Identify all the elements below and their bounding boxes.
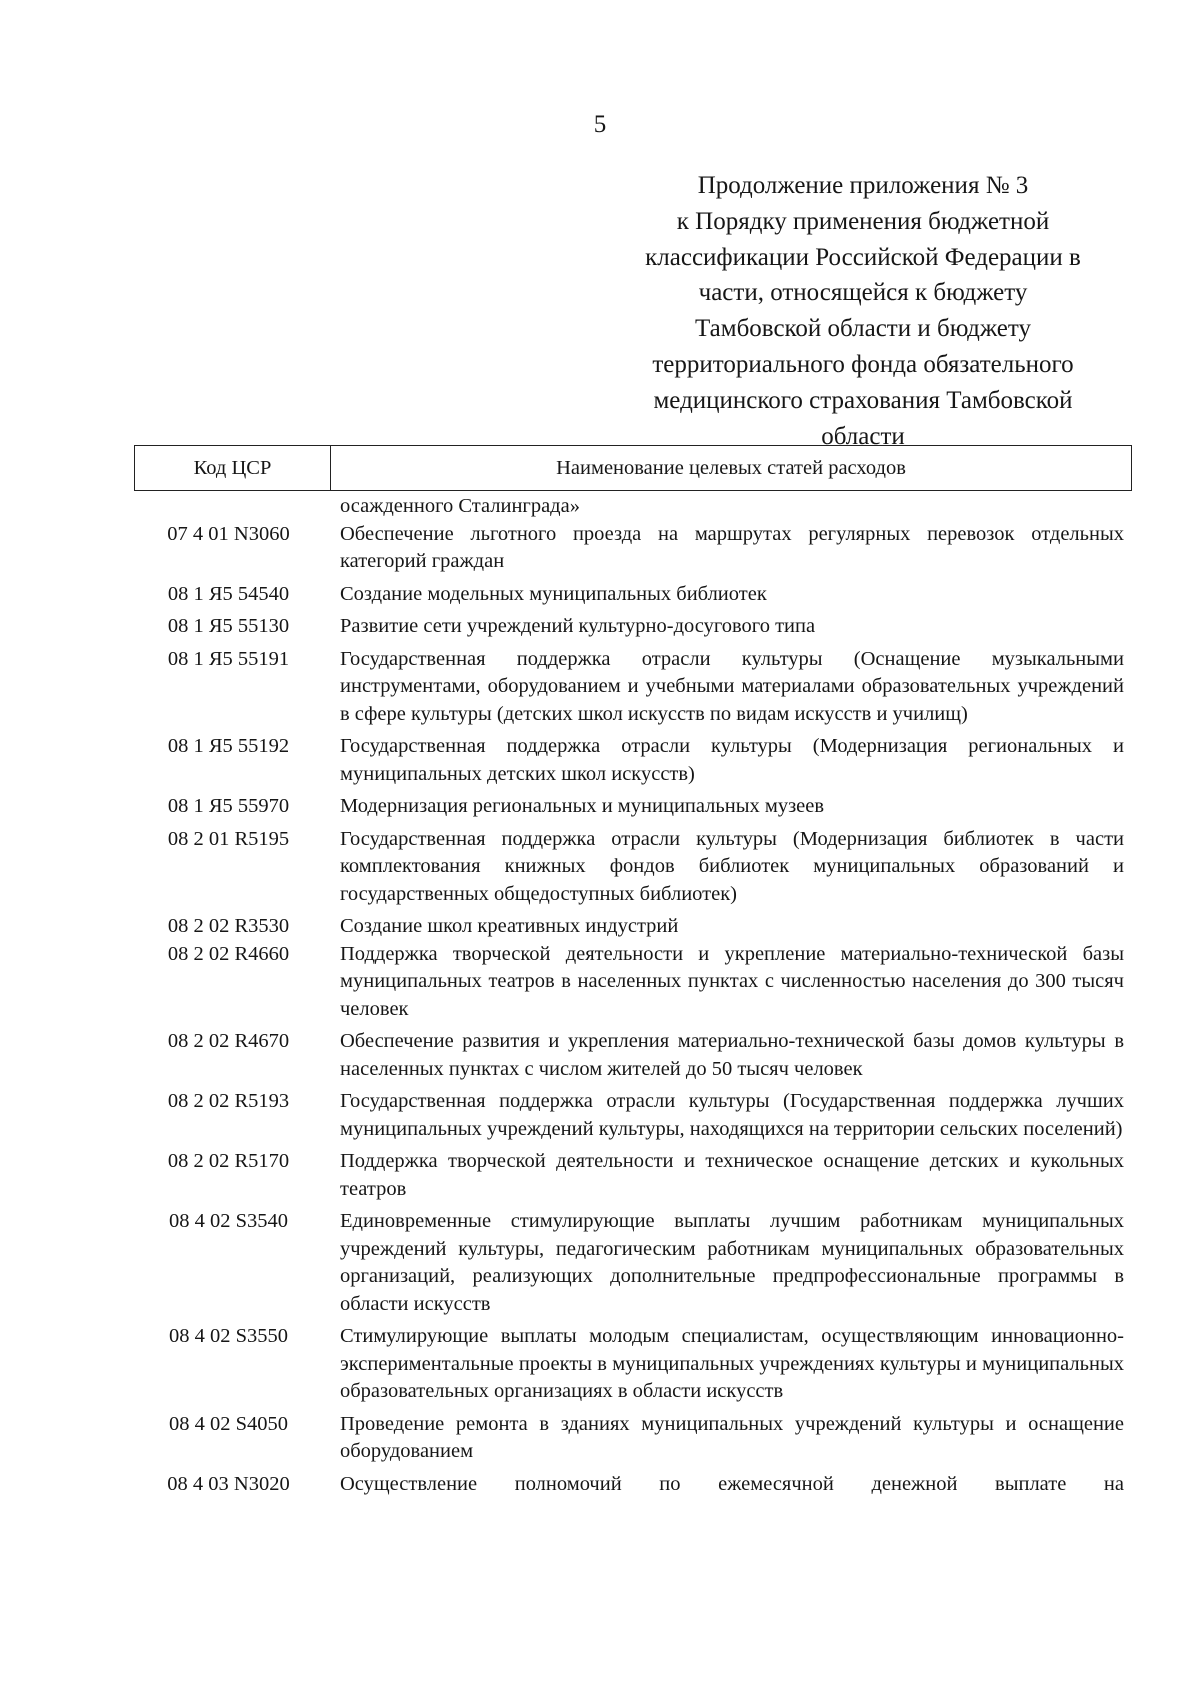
column-header-name: Наименование целевых статей расходов [556, 456, 906, 479]
header-line: медицинского страхования Тамбовской [653, 386, 1073, 414]
row-name: Обеспечение льготного проезда на маршрутах регулярных перевозок отдельных категорий граждан [340, 522, 1124, 572]
row-code: 08 1 Я5 55130 [167, 615, 290, 637]
header-line: области [821, 422, 905, 450]
header-line: Тамбовской области и бюджету [695, 315, 1031, 343]
row-name: Государственная поддержка отрасли культуры (Оснащение музыкальными инструментами, оборудованием и учебными материалами образовательных учреждений в сфере культуры (детских школ искусств по видам искусств и училищ) [340, 647, 1124, 725]
header-line: части, относящейся к бюджету [698, 279, 1028, 307]
header-line: классификации Российской Федерации в [645, 243, 1081, 271]
row-code: 08 1 Я5 55192 [167, 735, 290, 757]
table-row [134, 1088, 1132, 1143]
row-name: Модернизация региональных и муниципальных музеев [340, 795, 825, 817]
table-row [134, 581, 1132, 609]
column-header-code: Код ЦСР [135, 446, 331, 490]
row-code: 08 1 Я5 55191 [167, 647, 290, 670]
row-name: Поддержка творческой деятельности и укрепление материально-технической базы муниципальных театров в населенных пунктах с численностью населения до 300 тысяч человек [340, 942, 1124, 1020]
row-code: 08 2 02 R5193 [167, 1090, 290, 1112]
table-header [134, 445, 1132, 491]
row-code: 08 2 02 R4670 [167, 1030, 290, 1052]
page-number: 5 [593, 111, 607, 138]
table-row [134, 1028, 1132, 1083]
table-row [134, 793, 1132, 821]
table-row [134, 646, 1132, 729]
table-row [134, 941, 1132, 1024]
row-name: Проведение ремонта в зданиях муниципальных учреждений культуры и оснащение оборудованием [340, 1412, 1124, 1462]
table-row [134, 733, 1132, 788]
appendix-header [588, 168, 1138, 454]
row-name: Государственная поддержка отрасли культуры (Модернизация библиотек в части комплектования книжных фондов библиотек муниципальных образований и государственных общедоступных библиотек) [340, 827, 1124, 905]
table-row [134, 1471, 1132, 1499]
table-row [134, 1148, 1132, 1203]
table-row [134, 826, 1132, 909]
row-name: Поддержка творческой деятельности и техническое оснащение детских и кукольных театров [340, 1150, 1124, 1200]
table-body [134, 493, 1132, 1503]
table-row [134, 1323, 1132, 1406]
row-name: Государственная поддержка отрасли культуры (Модернизация региональных и муниципальных детских школ искусств) [340, 735, 1124, 785]
row-name: Государственная поддержка отрасли культуры (Государственная поддержка лучших муниципальных учреждений культуры, находящихся на территории сельских поселений) [340, 1090, 1124, 1140]
row-name: Стимулирующие выплаты молодым специалистам, осуществляющим инновационно-экспериментальные проекты в муниципальных учреждениях культуры и муниципальных образовательных организациях в области искусств [340, 1325, 1124, 1402]
row-code: 08 4 02 S4050 [168, 1412, 289, 1435]
row-code: 08 4 02 S3550 [168, 1325, 289, 1347]
table-row [134, 613, 1132, 641]
row-code: 08 4 02 S3540 [168, 1210, 289, 1232]
table-row [134, 913, 1132, 941]
row-code: 08 2 02 R3530 [167, 915, 290, 937]
table-row [134, 1411, 1132, 1466]
row-name: Осуществление полномочий по ежемесячной денежной выплате на [340, 1472, 1124, 1495]
header-line: Продолжение приложения № 3 [697, 172, 1029, 199]
row-code: 08 2 01 R5195 [167, 827, 290, 850]
row-code: 08 4 03 N3020 [167, 1472, 290, 1495]
row-name: Обеспечение развития и укрепления материально-технической базы домов культуры в населенных пунктах с числом жителей до 50 тысяч человек [340, 1030, 1124, 1080]
table-row [134, 1208, 1132, 1318]
row-name: Единовременные стимулирующие выплаты лучшим работникам муниципальных учреждений культуры, педагогическим работникам муниципальных образовательных организаций, реализующих дополнительные предпрофессиональные программы в области искусств [340, 1210, 1124, 1315]
row-code: 07 4 01 N3060 [167, 522, 290, 545]
row-code: 08 2 02 R4660 [167, 942, 290, 965]
row-code: 08 2 02 R5170 [167, 1150, 290, 1172]
row-name: осажденного Сталинграда» [340, 495, 580, 517]
header-line: территориального фонда обязательного [652, 350, 1074, 378]
row-code: 08 1 Я5 55970 [167, 795, 290, 817]
row-code [134, 493, 329, 521]
table-row [134, 493, 1132, 521]
header-line: к Порядку применения бюджетной [676, 207, 1050, 235]
table-row [134, 521, 1132, 576]
row-name: Создание школ креативных индустрий [340, 915, 679, 937]
row-name: Создание модельных муниципальных библиотек [340, 582, 767, 605]
row-code: 08 1 Я5 54540 [167, 582, 290, 605]
row-name: Развитие сети учреждений культурно-досугового типа [340, 615, 816, 637]
